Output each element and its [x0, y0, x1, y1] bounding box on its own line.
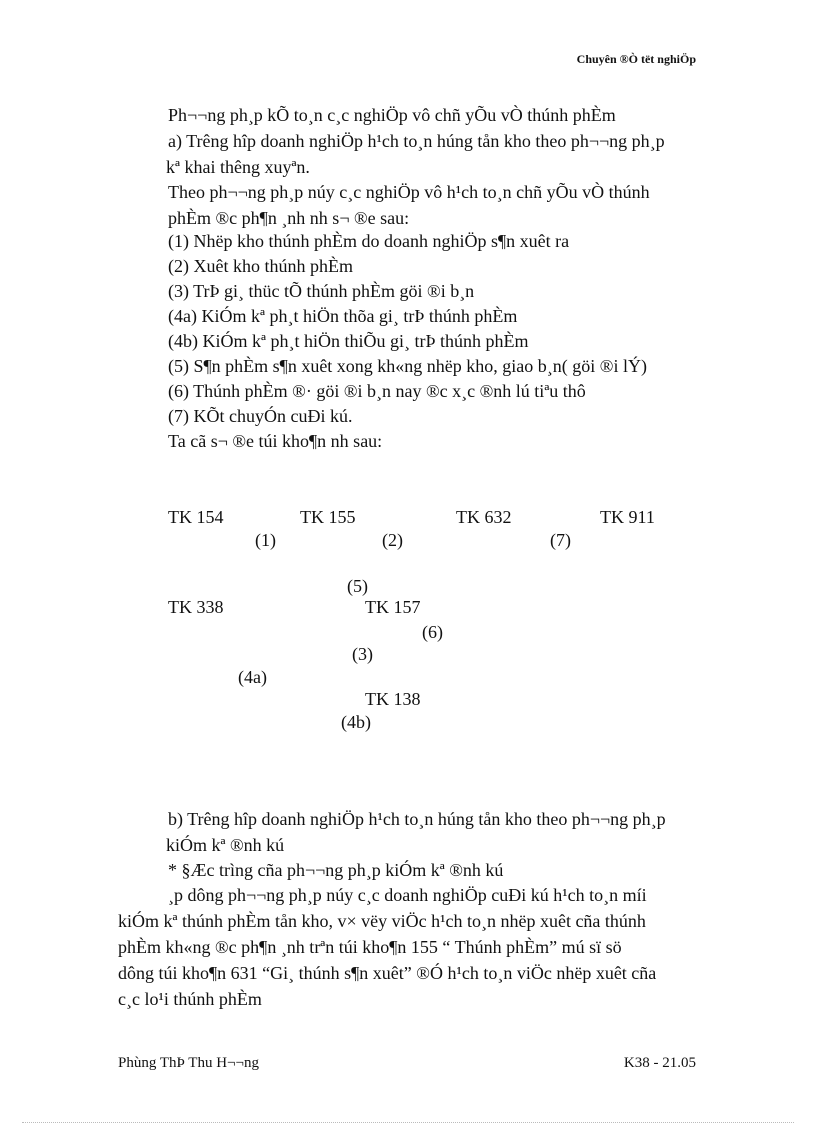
- paragraph-theo-line2: phÈm ®c ph¶n ¸nh nh s¬ ®e sau:: [168, 208, 410, 228]
- flow-label-7: (7): [550, 530, 571, 550]
- flow-label-1: (1): [255, 530, 276, 550]
- paragraph-b: [168, 806, 698, 858]
- list-item: (6) Thúnh phÈm ®· göi ®i b¸n nay ®c x¸c ®nh lú tiªu thô: [168, 381, 586, 401]
- paragraph-method-line5: c¸c lo¹i thúnh phÈm: [118, 989, 262, 1009]
- account-tk154: TK 154: [168, 507, 224, 527]
- flow-label-2: (2): [382, 530, 403, 550]
- list-item: (5) S¶n phÈm s¶n xuêt xong kh«ng nhëp kho, giao b¸n( göi ®i lÝ): [168, 356, 647, 376]
- feature-heading: * §Æc trìng cña ph¬¬ng ph¸p kiÓm kª ®nh kú: [168, 860, 504, 880]
- flow-label-6: (6): [422, 622, 443, 642]
- flow-label-3: (3): [352, 644, 373, 664]
- flow-label-4a: (4a): [238, 667, 267, 687]
- section-heading: Ph¬¬ng ph¸p kÕ to¸n c¸c nghiÖp vô chñ yÕu vÒ thúnh phÈm: [168, 105, 616, 125]
- paragraph-a-line2: kª khai thêng xuyªn.: [166, 157, 310, 177]
- paragraph-method: [118, 882, 698, 1012]
- paragraph-method-line3: phÈm kh«ng ®c ph¶n ¸nh trªn túi kho¶n 155 “ Thúnh phÈm” mú sï sö: [118, 937, 622, 957]
- account-tk138: TK 138: [365, 689, 421, 709]
- flow-label-5: (5): [347, 576, 368, 596]
- operations-list: [168, 229, 647, 454]
- paragraph-b-line1: b) Trêng hîp doanh nghiÖp h¹ch to¸n húng tån kho theo ph¬¬ng ph¸p: [168, 809, 666, 829]
- paragraph-theo-line1: Theo ph¬¬ng ph¸p núy c¸c nghiÖp vô h¹ch to¸n chñ yÕu vÒ thúnh: [168, 182, 650, 202]
- paragraph-a: [168, 128, 698, 180]
- list-item: (4b) KiÓm kª ph¸t hiÖn thiÕu gi¸ trÞ thúnh phÈm: [168, 331, 529, 351]
- list-item: (3) TrÞ gi¸ thüc tÕ thúnh phÈm göi ®i b¸n: [168, 281, 475, 301]
- paragraph-a-line1: a) Trêng hîp doanh nghiÖp h¹ch to¸n húng tån kho theo ph¬¬ng ph¸p: [168, 131, 665, 151]
- account-tk632: TK 632: [456, 507, 512, 527]
- list-item: (1) Nhëp kho thúnh phÈm do doanh nghiÖp s¶n xuêt ra: [168, 231, 570, 251]
- paragraph-method-line2: kiÓm kª thúnh phÈm tån kho, v× vëy viÖc h¹ch to¸n nhëp xuêt cña thúnh: [118, 911, 646, 931]
- footer-author: Phùng ThÞ Thu H¬¬ng: [118, 1055, 259, 1071]
- list-item: (4a) KiÓm kª ph¸t hiÖn thõa gi¸ trÞ thúnh phÈm: [168, 306, 518, 326]
- paragraph-method-line1: ¸p dông ph¬¬ng ph¸p núy c¸c doanh nghiÖp cuÐi kú h¹ch to¸n míi: [168, 885, 647, 905]
- account-tk338: TK 338: [168, 597, 224, 617]
- page-header: Chuyên ®Ò tët nghiÖp: [576, 52, 696, 66]
- flow-label-4b: (4b): [341, 712, 371, 732]
- list-item: (2) Xuêt kho thúnh phÈm: [168, 256, 353, 276]
- account-tk157: TK 157: [365, 597, 421, 617]
- footer-code: K38 - 21.05: [623, 1055, 696, 1071]
- paragraph-theo: [168, 179, 698, 231]
- list-item: (7) KÕt chuyÓn cuÐi kú.: [168, 406, 353, 426]
- diagram-intro: Ta cã s¬ ®e túi kho¶n nh sau:: [168, 431, 383, 451]
- account-tk911: TK 911: [600, 507, 655, 527]
- paragraph-b-line2: kiÓm kª ®nh kú: [166, 835, 285, 855]
- account-tk155: TK 155: [300, 507, 356, 527]
- paragraph-method-line4: dông túi kho¶n 631 “Gi¸ thúnh s¶n xuêt” ®Ó h¹ch to¸n viÖc nhëp xuêt cña: [118, 963, 657, 983]
